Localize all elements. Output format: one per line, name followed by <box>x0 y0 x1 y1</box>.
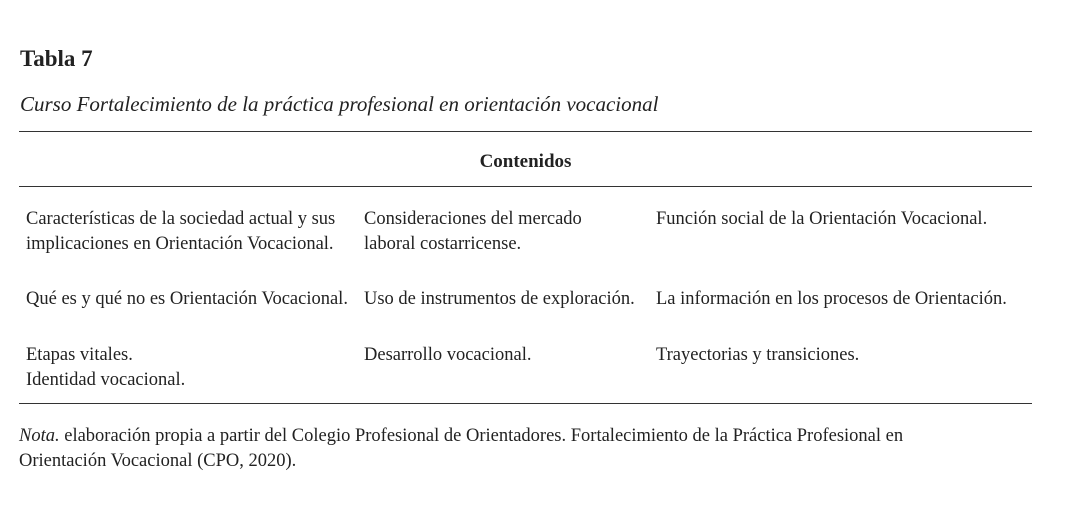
cell-line: laboral costarricense. <box>364 234 522 254</box>
cell-line: Identidad vocacional. <box>26 370 186 390</box>
note-text-1: elaboración propia a partir del Colegio Profesional de Orientadores. Fortalecimiento de la Práctica Profesional en <box>64 426 904 446</box>
table-rule-bottom <box>19 403 1032 404</box>
table-cell <box>364 343 531 368</box>
cell-line: Desarrollo vocacional. <box>364 345 532 365</box>
table-cell <box>656 207 987 232</box>
table-label: Tabla 7 <box>20 46 93 71</box>
table-cell <box>364 207 582 257</box>
table-cell <box>26 343 185 393</box>
cell-line: Características de la sociedad actual y sus <box>26 209 336 229</box>
cell-line: Etapas vitales. <box>26 345 133 365</box>
cell-line: La información en los procesos de Orientación. <box>656 289 1007 309</box>
cell-line: Qué es y qué no es Orientación Vocacional. <box>26 289 348 309</box>
table-cell <box>656 343 859 368</box>
table-title: Curso Fortalecimiento de la práctica profesional en orientación vocacional <box>20 92 659 116</box>
table-header: Contenidos <box>479 151 572 172</box>
table-cell <box>364 287 635 312</box>
table-cell <box>26 207 335 257</box>
cell-line: Trayectorias y transiciones. <box>656 345 860 365</box>
table-note <box>19 424 1059 474</box>
note-label: Nota. <box>19 426 60 446</box>
table-cell <box>26 287 348 312</box>
cell-line: Consideraciones del mercado <box>364 209 582 229</box>
note-text-2: Orientación Vocacional (CPO, 2020). <box>19 451 297 471</box>
cell-line: Función social de la Orientación Vocacional. <box>656 209 988 229</box>
cell-line: Uso de instrumentos de exploración. <box>364 289 635 309</box>
table-rule-header <box>19 186 1032 187</box>
cell-line: implicaciones en Orientación Vocacional. <box>26 234 334 254</box>
table-rule-top <box>19 131 1032 132</box>
table-cell <box>656 287 1007 312</box>
